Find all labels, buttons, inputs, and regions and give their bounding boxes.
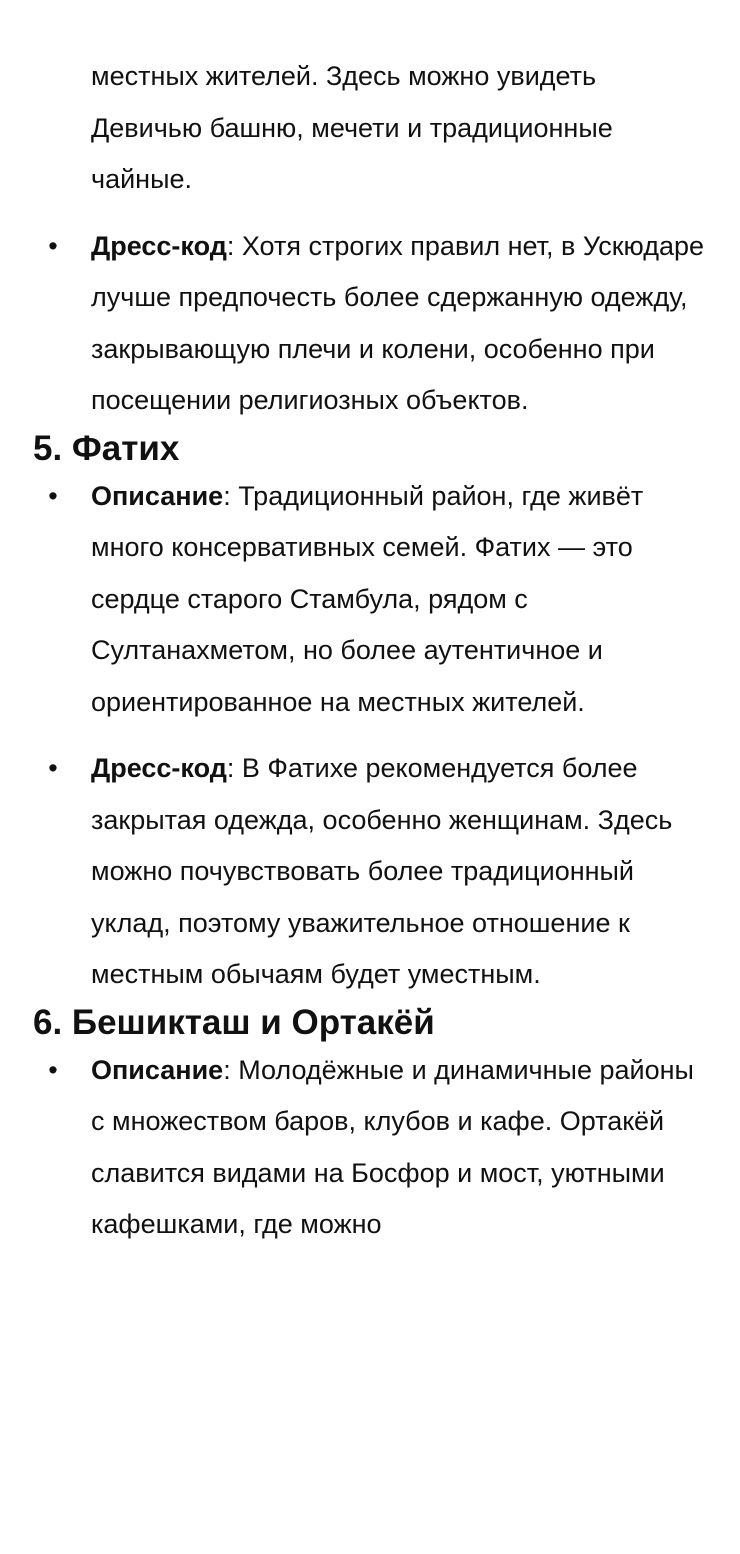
item-term: Дресс-код — [91, 753, 227, 783]
item-text: : Хотя строгих правил нет, в Ускюдаре лучше предпочесть более сдержанную одежду, закрывающую плечи и колени, особенно при посещении религиозных объектов. — [91, 230, 704, 415]
section-heading: 6. Бешикташ и Ортакёй — [33, 1002, 435, 1042]
list-item — [0, 1045, 740, 1251]
section-heading: 5. Фатих — [33, 428, 180, 468]
item-term: Описание — [91, 1054, 224, 1085]
item-text: : Традиционный район, где живёт много консервативных семей. Фатих — это сердце старого Стамбула, рядом с Султанахметом, но более аутентичное и ориентированное на местных жителей. — [91, 480, 644, 717]
bullet-marker: • — [48, 753, 58, 783]
bullet-list — [0, 471, 740, 1001]
bullet-marker: • — [48, 230, 58, 261]
item-text: : В Фатихе рекомендуется более закрытая одежда, особенно женщинам. Здесь можно почувствовать более традиционный уклад, поэтому уважительное отношение к местным обычаям будет уместным. — [91, 753, 673, 989]
list-item — [0, 743, 740, 1001]
bullet-list — [0, 221, 740, 427]
item-text: : Молодёжные и динамичные районы с множеством баров, клубов и кафе. Ортакёй славится видами на Босфор и мост, уютными кафешками, где можно — [91, 1054, 694, 1239]
bullet-list — [0, 1045, 740, 1251]
bullet-marker: • — [48, 480, 58, 511]
list-item — [0, 471, 740, 729]
list-item — [0, 221, 740, 427]
paragraph-continuation: местных жителей. Здесь можно увидеть Девичью башню, мечети и традиционные чайные. — [91, 61, 613, 194]
item-term: Дресс-код — [91, 230, 227, 261]
bullet-marker: • — [48, 1054, 58, 1085]
item-term: Описание — [91, 480, 224, 511]
